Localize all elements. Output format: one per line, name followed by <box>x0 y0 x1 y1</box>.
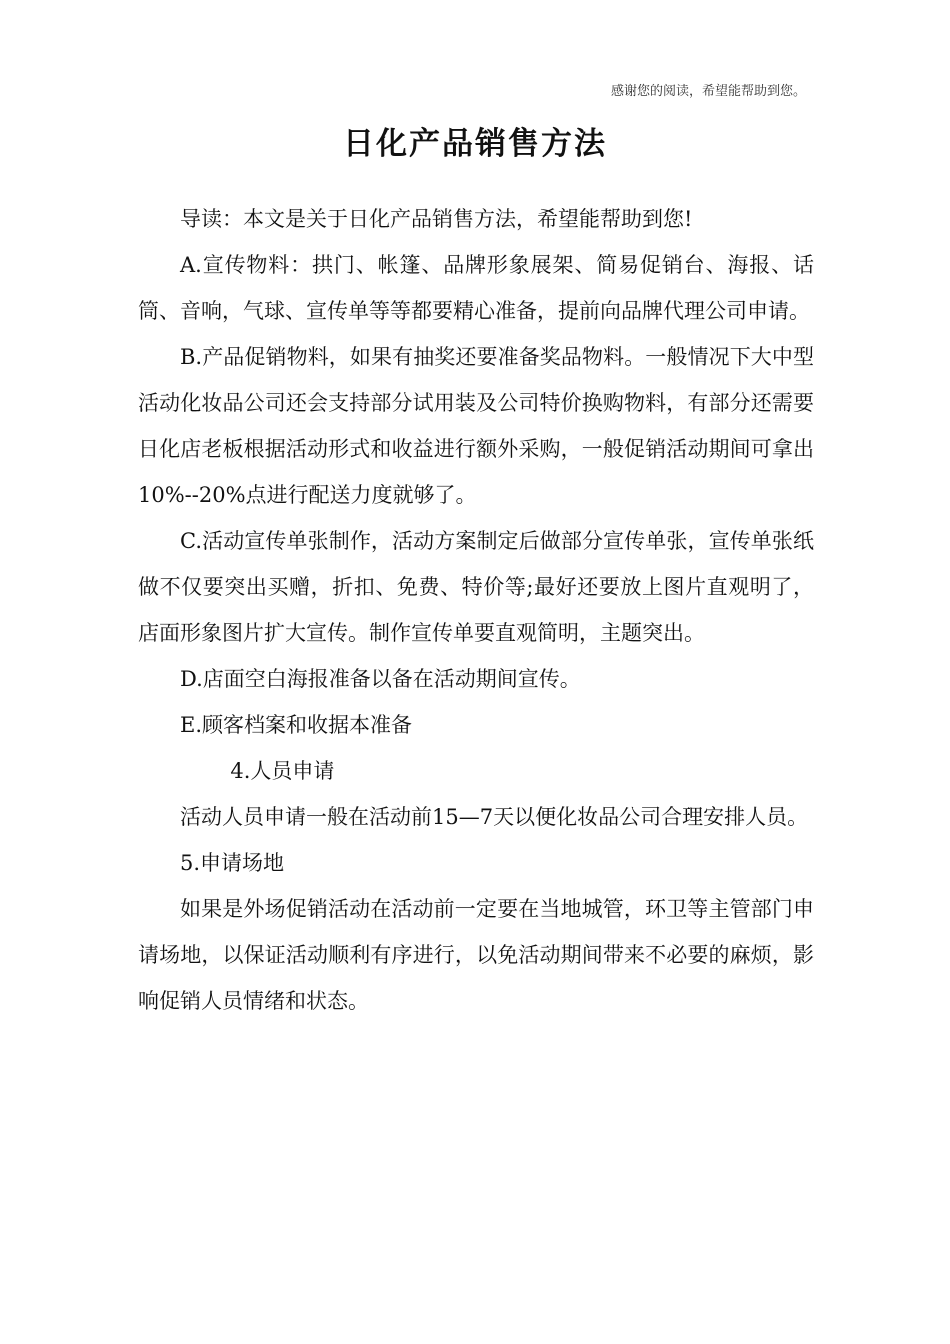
paragraph-staff: 活动人员申请一般在活动前15—7天以便化妆品公司合理安排人员。 <box>180 805 809 829</box>
paragraph-venue: 如果是外场促销活动在活动前一定要在当地城管，环卫等主管部门申请场地，以保证活动顺利有序进行，以免活动期间带来不必要的麻烦，影响促销人员情绪和状态。 <box>138 897 814 1013</box>
header-note: 感谢您的阅读，希望能帮助到您。 <box>610 84 806 99</box>
document-body <box>138 196 814 1024</box>
section-heading-venue: 5.申请场地 <box>180 851 285 875</box>
document-title: 日化产品销售方法 <box>343 126 607 162</box>
paragraph-a: A.宣传物料：拱门、帐篷、品牌形象展架、简易促销台、海报、话筒、音响，气球、宣传单等等都要精心准备，提前向品牌代理公司申请。 <box>138 253 814 323</box>
paragraph-c: C.活动宣传单张制作，活动方案制定后做部分宣传单张，宣传单张纸做不仅要突出买赠，折扣、免费、特价等;最好还要放上图片直观明了，店面形象图片扩大宣传。制作宣传单要直观简明，主题突出。 <box>138 529 814 645</box>
section-heading-staff: 4.人员申请 <box>230 759 335 783</box>
paragraph-b: B.产品促销物料，如果有抽奖还要准备奖品物料。一般情况下大中型活动化妆品公司还会支持部分试用装及公司特价换购物料，有部分还需要日化店老板根据活动形式和收益进行额外采购，一般促销活动期间可拿出10%--20%点进行配送力度就够了。 <box>138 345 814 507</box>
paragraph-e: E.顾客档案和收据本准备 <box>180 713 413 737</box>
paragraph-intro: 导读：本文是关于日化产品销售方法，希望能帮助到您! <box>180 207 693 231</box>
paragraph-d: D.店面空白海报准备以备在活动期间宣传。 <box>180 667 581 691</box>
